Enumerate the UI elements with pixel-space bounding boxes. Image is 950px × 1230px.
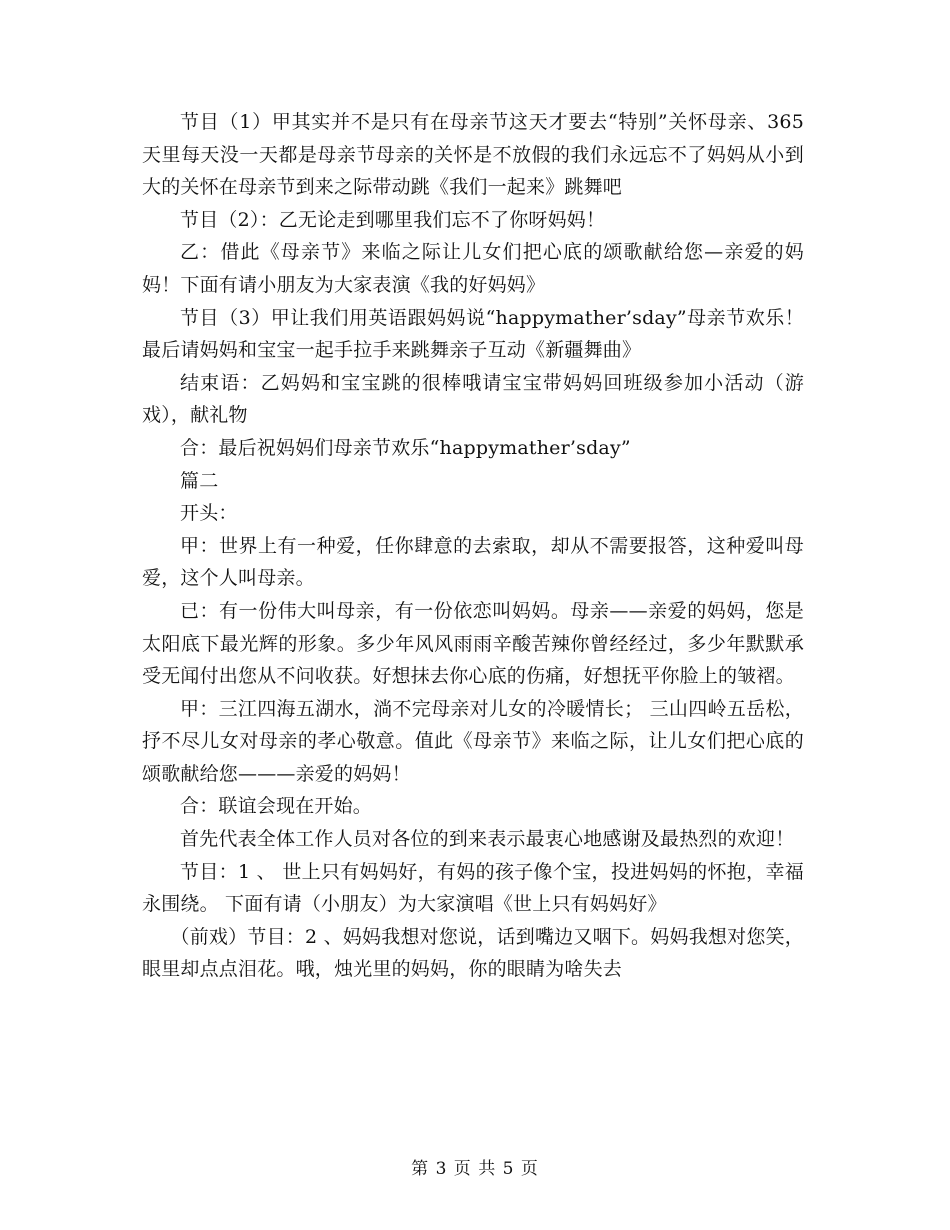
paragraph-yi-speech: 乙：借此《母亲节》来临之际让儿女们把心底的颂歌献给您—亲爱的妈妈！下面有请小朋友为大家表演《我的好妈妈》 xyxy=(142,241,804,296)
paragraph-program-1: 节目（1）甲其实并不是只有在母亲节这天才要去“特别”关怀母亲、365天里每天没一天都是母亲节母亲的关怀是不放假的我们永远忘不了妈妈从小到大的关怀在母亲节到来之际带动跳《我们一起来》跳舞吧 xyxy=(142,111,804,199)
paragraph-together-start: 合：联谊会现在开始。 xyxy=(180,795,373,818)
page-number-footer: 第 3 页 共 5 页 xyxy=(411,1159,539,1179)
paragraph-yi-opening: 已：有一份伟大叫母亲，有一份依恋叫妈妈。母亲——亲爱的妈妈，您是太阳底下最光辉的形象。多少年风风雨雨辛酸苦辣你曾经经过，多少年默默承受无闻付出您从不问收获。好想抹去你心底的伤痛，好想抚平你脸上的皱褶。 xyxy=(142,599,804,688)
paragraph-welcome: 首先代表全体工作人员对各位的到来表示最衷心地感谢及最热烈的欢迎！ xyxy=(180,828,795,851)
paragraph-program-song: 节目：1 、 世上只有妈妈好，有妈的孩子像个宝，投进妈妈的怀抱，幸福永围绕。 下面有请（小朋友）为大家演唱《世上只有妈妈好》 xyxy=(142,860,804,916)
paragraph-program-3: 节目（3）甲让我们用英语跟妈妈说“happymather’sday”母亲节欢乐！最后请妈妈和宝宝一起手拉手来跳舞亲子互动《新疆舞曲》 xyxy=(142,306,804,362)
paragraph-jia-opening: 甲：世界上有一种爱，任你肆意的去索取，却从不需要报答，这种爱叫母爱，这个人叫母亲。 xyxy=(142,534,804,590)
section-heading-part-two: 篇二 xyxy=(180,469,219,492)
document-body xyxy=(142,106,804,986)
paragraph-program-prelude: （前戏）节目：2 、妈妈我想对您说，话到嘴边又咽下。妈妈我想对您笑，眼里却点点泪花。哦，烛光里的妈妈，你的眼睛为啥失去 xyxy=(142,925,804,981)
paragraph-program-2: 节目（2）：乙无论走到哪里我们忘不了你呀妈妈！ xyxy=(180,208,606,231)
paragraph-jia-rivers: 甲：三江四海五湖水，淌不完母亲对儿女的冷暖情长； 三山四岭五岳松，抒不尽儿女对母亲的孝心敬意。值此《母亲节》来临之际，让儿女们把心底的颂歌献给您———亲爱的妈妈！ xyxy=(142,697,804,785)
paragraph-closing: 结束语：乙妈妈和宝宝跳的很棒哦请宝宝带妈妈回班级参加小活动（游戏），献礼物 xyxy=(142,371,804,427)
paragraph-together-final: 合：最后祝妈妈们母亲节欢乐“happymather’sday” xyxy=(180,436,631,459)
paragraph-opening-label: 开头： xyxy=(180,502,238,525)
